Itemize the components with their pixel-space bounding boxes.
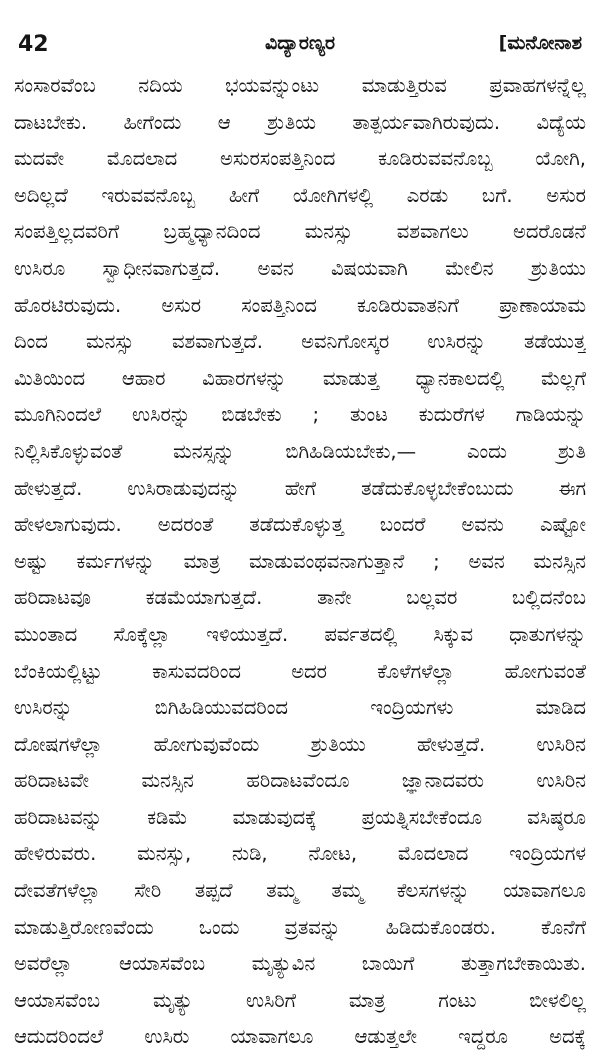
- running-title: ವಿದ್ಯಾರಣ್ಯರ: [264, 32, 336, 54]
- text-line: ಬೆಂಕಿಯಲ್ಲಿಟ್ಟು ಕಾಸುವದರಿಂದ ಅದರ ಕೊಳೆಗಳೆಲ್ಲಾ ಹೋಗುವಂತೆ: [14, 659, 586, 683]
- text-line: ಹೇಳಿರುವರು. ಮನಸ್ಸು, ನುಡಿ, ನೋಟ, ಮೊದಲಾದ ಇಂದ್ರಿಯಗಳ: [14, 842, 586, 866]
- text-line: ನಿಲ್ಲಿಸಿಕೊಳ್ಳುವಂತೆ ಮನಸ್ಸನ್ನು ಬಿಗಿಹಿಡಿಯಬೇಕು,— ಎಂದು ಶ್ರುತಿ: [14, 439, 586, 463]
- text-line: ಹೊರಟಿರುವುದು. ಅಸುರ ಸಂಪತ್ತಿನಿಂದ ಕೂಡಿರುವಾತನಿಗೆ ಪ್ರಾಣಾಯಾಮ: [14, 293, 586, 317]
- text-line: ಆದುದರಿಂದಲೆ ಉಸಿರು ಯಾವಾಗಲೂ ಆಡುತ್ತಲೇ ಇದ್ದರೂ ಅದಕ್ಕೆ: [14, 1025, 586, 1049]
- page-header: [14, 22, 586, 68]
- text-line: ಮಾಡುತ್ತಿರೋಣವೆಂದು ಒಂದು ವ್ರತವನ್ನು ಹಿಡಿದುಕೊಂಡರು. ಕೊನೆಗೆ: [14, 915, 586, 939]
- text-line: ಹೇಳಲಾಗುವುದು. ಅದರಂತೆ ತಡೆದುಕೊಳ್ಳುತ್ತ ಬಂದರೆ ಅವನು ಎಷ್ಟೋ: [14, 513, 586, 537]
- text-line: ಹೇಳುತ್ತದೆ. ಉಸಿರಾಡುವುದನ್ನು ಹೇಗೆ ತಡೆದುಕೊಳ್ಳಬೇಕೆಂಬುದು ಈಗ: [14, 476, 586, 500]
- text-line: ಹರಿದಾಟವನ್ನು ಕಡಿಮೆ ಮಾಡುವುದಕ್ಕೆ ಪ್ರಯತ್ನಿಸಬೇಕೆಂದೂ ವಸಿಷ್ಠರೂ: [14, 805, 586, 829]
- chapter-title: [ಮನೋನಾಶ: [498, 32, 582, 54]
- text-line: ಸಂಪತ್ತಿಲ್ಲದವರಿಗೆ ಬ್ರಹ್ಮಧ್ಯಾನದಿಂದ ಮನಸ್ಸು ವಶವಾಗಲು ಅದರೊಡನೆ: [14, 220, 586, 244]
- text-line: ಸಂಸಾರವೆಂಬ ನದಿಯ ಭಯವನ್ನುಂಟು ಮಾಡುತ್ತಿರುವ ಪ್ರವಾಹಗಳನ್ನೆಲ್ಲ: [14, 74, 586, 97]
- text-line: ಮದವೇ ಮೊದಲಾದ ಅಸುರಸಂಪತ್ತಿನಿಂದ ಕೂಡಿರುವವನೊಬ್ಬ ಯೋಗಿ,: [14, 147, 586, 171]
- text-line: ಅಷ್ಟು ಕರ್ಮಗಳನ್ನು ಮಾತ್ರ ಮಾಡುವಂಥವನಾಗುತ್ತಾನೆ ; ಅವನ ಮನಸ್ಸಿನ: [14, 549, 586, 573]
- text-line: ಆಯಾಸವೆಂಬ ಮೃತ್ಯು ಉಸಿರಿಗೆ ಮಾತ್ರ ಗಂಟು ಬೀಳಲಿಲ್ಲ: [14, 988, 586, 1012]
- text-line: ದೇವತೆಗಳೆಲ್ಲಾ ಸೇರಿ ತಪ್ಪದೆ ತಮ್ಮ ತಮ್ಮ ಕೆಲಸಗಳನ್ನು ಯಾವಾಗಲೂ: [14, 879, 586, 903]
- text-line: ಮೂಗಿನಿಂದಲೆ ಉಸಿರನ್ನು ಬಿಡಬೇಕು ; ತುಂಟ ಕುದುರೆಗಳ ಗಾಡಿಯನ್ನು: [14, 403, 586, 427]
- text-line: ಮುಂತಾದ ಸೊಕ್ಕೆಲ್ಲಾ ಇಳಿಯುತ್ತದೆ. ಪರ್ವತದಲ್ಲಿ ಸಿಕ್ಕುವ ಧಾತುಗಳನ್ನು: [14, 622, 586, 646]
- text-line: ಮಿತಿಯಿಂದ ಆಹಾರ ವಿಹಾರಗಳನ್ನು ಮಾಡುತ್ತ ಧ್ಯಾನಕಾಲದಲ್ಲಿ ಮೆಲ್ಲಗೆ: [14, 366, 586, 390]
- text-line: ಹರಿದಾಟವೂ ಕಡಮೆಯಾಗುತ್ತದೆ. ತಾನೇ ಬಲ್ಲವರ ಬಲ್ಲಿದನೆಂಬ: [14, 586, 586, 610]
- text-line: ದೋಷಗಳೆಲ್ಲಾ ಹೋಗುವುವೆಂದು ಶ್ರುತಿಯು ಹೇಳುತ್ತದೆ. ಉಸಿರಿನ: [14, 732, 586, 756]
- text-line: ದಾಟಬೇಕು. ಹೀಗೆಂದು ಆ ಶ್ರುತಿಯ ತಾತ್ಪರ್ಯವಾಗಿರುವುದು. ವಿದ್ಯೆಯ: [14, 110, 586, 134]
- text-line: ಹರಿದಾಟವೇ ಮನಸ್ಸಿನ ಹರಿದಾಟವೆಂದೂ ಜ್ಞಾನಾದವರು ಉಸಿರಿನ: [14, 769, 586, 793]
- text-line: ಉಸಿರನ್ನು ಬಿಗಿಹಿಡಿಯುವದರಿಂದ ಇಂದ್ರಿಯಗಳು ಮಾಡಿದ: [14, 696, 586, 720]
- text-line: ಉಸಿರೂ ಸ್ವಾಧೀನವಾಗುತ್ತದೆ. ಅವನ ವಿಷಯವಾಗಿ ಮೇಲಿನ ಶ್ರುತಿಯು: [14, 256, 586, 280]
- text-line: ಅವರೆಲ್ಲಾ ಆಯಾಸವೆಂಬ ಮೃತ್ಯುವಿನ ಬಾಯಿಗೆ ತುತ್ತಾಗಬೇಕಾಯಿತು.: [14, 952, 586, 976]
- text-line: ದಿಂದ ಮನಸ್ಸು ವಶವಾಗುತ್ತದೆ. ಅವನಿಗೋಸ್ಕರ ಉಸಿರನ್ನು ತಡೆಯುತ್ತ: [14, 330, 586, 354]
- text-line: ಅದಿಲ್ಲದೆ ಇರುವವನೊಬ್ಬ ಹೀಗೆ ಯೋಗಿಗಳಲ್ಲಿ ಎರಡು ಬಗೆ. ಅಸುರ: [14, 183, 586, 207]
- page-number: 42: [18, 32, 49, 57]
- body-text: [14, 68, 586, 1056]
